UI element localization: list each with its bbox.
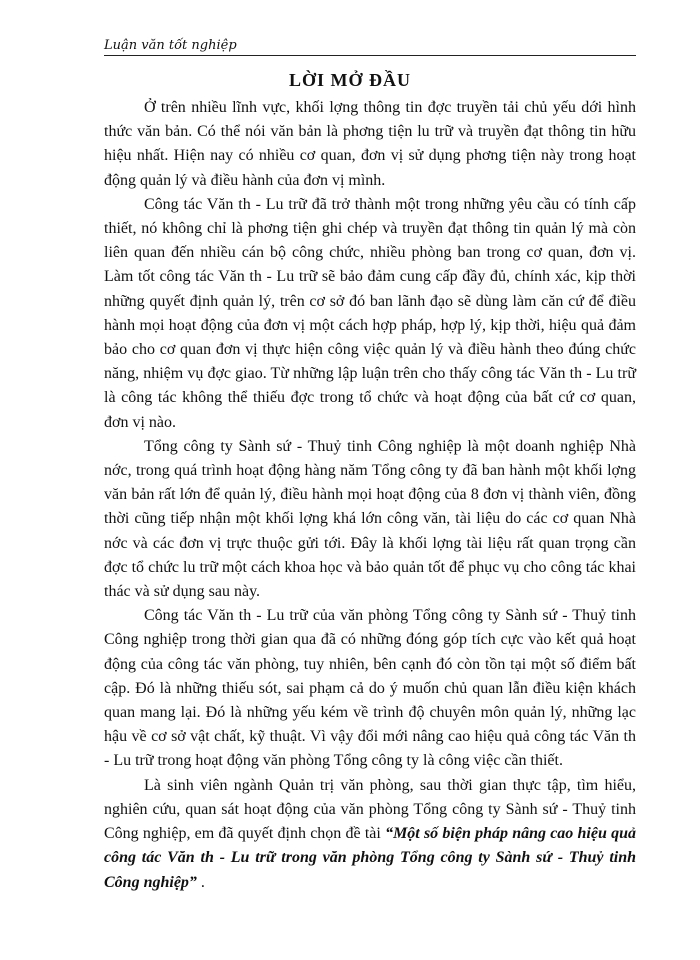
document-body	[104, 96, 636, 895]
paragraph-5-end: .	[200, 873, 205, 891]
thesis-topic: “Một số biện pháp nâng cao hiệu quả công tác Văn th - Lu trữ trong văn phòng Tổng công ty Sành sứ - Thuỷ tinh Công nghiệp”	[104, 825, 636, 891]
paragraph-1: Ở trên nhiều lĩnh vực, khối lợng thông tin đợc truyền tải chủ yếu dới hình thức văn bản. Có thể nói văn bản là phơng tiện lu trữ và truyền đạt thông tin hữu hiệu nhất. Hiện nay có nhiều cơ quan, đơn vị sử dụng phơng tiện này trong hoạt động quản lý và điều hành của đơn vị mình.	[104, 99, 636, 189]
paragraph-4: Công tác Văn th - Lu trữ của văn phòng Tổng công ty Sành sứ - Thuỷ tinh Công nghiệp trong thời gian qua đã có những đóng góp tích cực vào kết quả hoạt động của công tác văn phòng, tuy nhiên, bên cạnh đó còn tồn tại một số điểm bất cập. Đó là những thiếu sót, sai phạm cả do ý muốn chủ quan lẫn điều kiện khách quan mang lại. Đó là những yếu kém về trình độ chuyên môn quản lý, những lạc hậu về cơ sở vật chất, kỹ thuật. Vì vậy đổi mới nâng cao hiệu quả công tác Văn th - Lu trữ trong hoạt động văn phòng Tổng công ty là công việc cần thiết.	[104, 607, 636, 770]
paragraph-3: Tổng công ty Sành sứ - Thuỷ tinh Công nghiệp là một doanh nghiệp Nhà nớc, trong quá trình hoạt động hàng năm Tổng công ty đã ban hành một khối lợng văn bản rất lớn để quản lý, điều hành mọi hoạt động của 8 đơn vị thành viên, đồng thời cũng tiếp nhận một khối lợng khá lớn công văn, tài liệu do các cơ quan Nhà nớc và các đơn vị trực thuộc gửi tới. Đây là khối lợng tài liệu rất quan trọng cần đợc tổ chức lu trữ một cách khoa học và bảo quản tốt để phục vụ cho công tác khai thác và sử dụng sau này.	[104, 437, 636, 601]
page-title: LỜI MỞ ĐẦU	[289, 70, 411, 90]
paragraph-5	[104, 774, 636, 895]
running-header: Luận văn tốt nghiệp	[104, 38, 636, 56]
paragraph-2: Công tác Văn th - Lu trữ đã trở thành một trong những yêu cầu có tính cấp thiết, nó không chỉ là phơng tiện ghi chép và truyền đạt thông tin quản lý mà còn liên quan đến nhiều cán bộ công chức, nhiều phòng ban trong cơ quan, đơn vị. Làm tốt công tác Văn th - Lu trữ sẽ bảo đảm cung cấp đầy đủ, chính xác, kịp thời những quyết định quản lý, trên cơ sở đó ban lãnh đạo sẽ dùng làm căn cứ để điều hành mọi hoạt động của đơn vị một cách hợp pháp, hợp lý, kịp thời, hiệu quả đảm bảo cho cơ quan đơn vị thực hiện công việc quản lý và điều hành theo đúng chức năng, nhiệm vụ đợc giao. Từ những lập luận trên cho thấy công tác Văn th - Lu trữ là công tác không thể thiếu đợc trong tổ chức và hoạt động của bất cứ cơ quan, đơn vị nào.	[104, 195, 636, 431]
paragraph-5-lead: Là sinh viên ngành Quản trị văn phòng, sau thời gian thực tập, tìm hiểu, nghiên cứu, quan sát hoạt động của văn phòng Tổng công ty Sành sứ - Thuỷ tinh Công nghiệp, em đã quyết định chọn đề tài	[104, 776, 636, 843]
